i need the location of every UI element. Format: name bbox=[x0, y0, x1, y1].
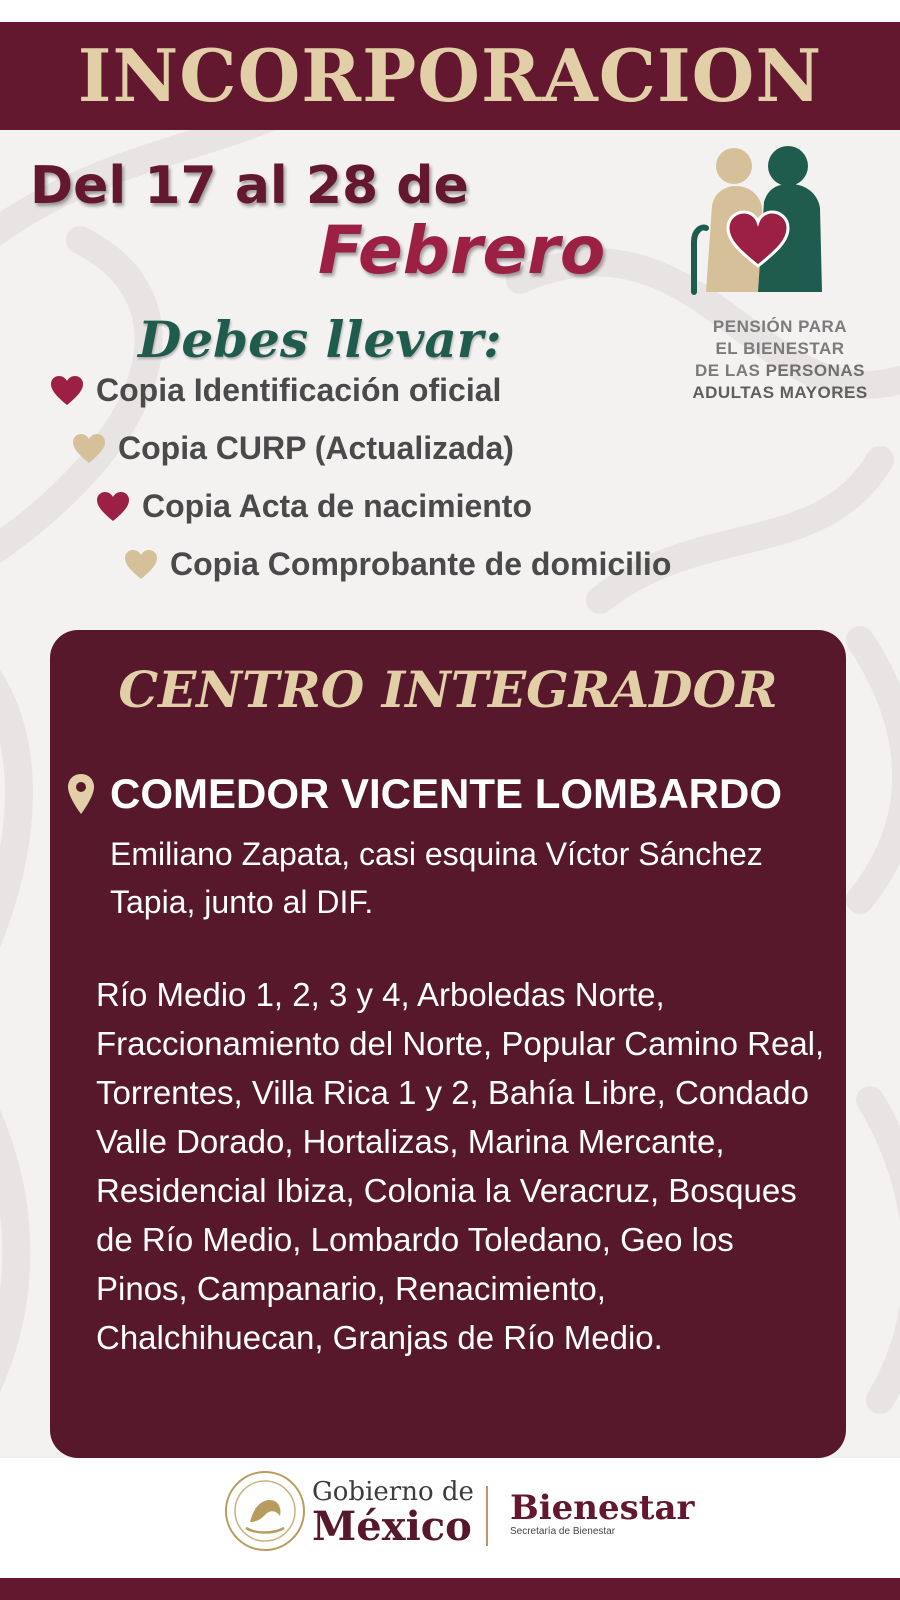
place-name: COMEDOR VICENTE LOMBARDO bbox=[110, 770, 782, 817]
logo-text-line bbox=[672, 360, 888, 382]
logo-text-prefix: DE LAS bbox=[695, 361, 761, 380]
top-strip bbox=[0, 0, 900, 22]
pension-program-logo bbox=[672, 142, 888, 412]
agency-subtitle: Secretaría de Bienestar bbox=[510, 1526, 616, 1537]
footer-divider bbox=[486, 1486, 488, 1546]
logo-text-line: PENSIÓN PARA bbox=[712, 317, 848, 336]
logo-text-line: ADULTAS MAYORES bbox=[692, 383, 868, 402]
center-heading: CENTRO INTEGRADOR bbox=[118, 660, 778, 719]
requirement-item bbox=[72, 430, 514, 467]
requirement-label: Copia Comprobante de domicilio bbox=[170, 546, 672, 582]
requirement-item bbox=[124, 546, 671, 583]
heart-icon bbox=[96, 491, 130, 523]
place-row bbox=[66, 770, 782, 818]
neighborhoods-list: Río Medio 1, 2, 3 y 4, Arboledas Norte, Fraccionamiento del Norte, Popular Camino Real, Torrentes, Villa Rica 1 y 2, Bahía Libre, Condado Valle Dorado, Hortalizas, Marina Mercante, Residencial Ibiza, Colonia la Veracruz, Bosques de Río Medio, Lombardo Toledano, Geo los Pinos, Campanario, Renacimiento, Chalchihuecan, Granjas de Río Medio. bbox=[96, 976, 825, 1356]
heart-icon bbox=[72, 433, 106, 465]
map-pin-icon bbox=[66, 772, 96, 816]
center-card bbox=[50, 630, 846, 1458]
pension-program-name bbox=[672, 316, 888, 404]
elderly-couple-logo bbox=[672, 142, 888, 302]
requirements-heading: Debes llevar: bbox=[138, 310, 502, 369]
agency-name: Bienestar bbox=[510, 1488, 695, 1528]
requirement-label: Copia Identificación oficial bbox=[96, 372, 502, 408]
requirement-label: Copia CURP (Actualizada) bbox=[118, 430, 514, 466]
government-line2: México bbox=[312, 1503, 472, 1550]
requirement-label: Copia Acta de nacimiento bbox=[142, 488, 532, 524]
national-seal bbox=[224, 1470, 306, 1552]
heart-icon bbox=[124, 549, 158, 581]
date-range-line1: Del 17 al 28 de bbox=[30, 156, 469, 216]
footer bbox=[0, 1458, 900, 1578]
logo-text-line: EL BIENESTAR bbox=[715, 339, 845, 358]
requirement-item bbox=[50, 372, 501, 409]
requirement-item bbox=[96, 488, 532, 525]
bottom-bar bbox=[0, 1578, 900, 1600]
logo-text-bold: PERSONAS bbox=[765, 361, 865, 380]
title-band bbox=[0, 22, 900, 130]
heart-icon bbox=[50, 375, 84, 407]
place-address: Emiliano Zapata, casi esquina Víctor Sánchez Tapia, junto al DIF. bbox=[110, 836, 763, 920]
government-line1: Gobierno de bbox=[312, 1477, 474, 1507]
date-range-month: Febrero bbox=[318, 212, 606, 289]
page-title: INCORPORACION bbox=[77, 33, 823, 118]
government-wordmark bbox=[312, 1478, 474, 1548]
agency-wordmark bbox=[510, 1490, 694, 1538]
